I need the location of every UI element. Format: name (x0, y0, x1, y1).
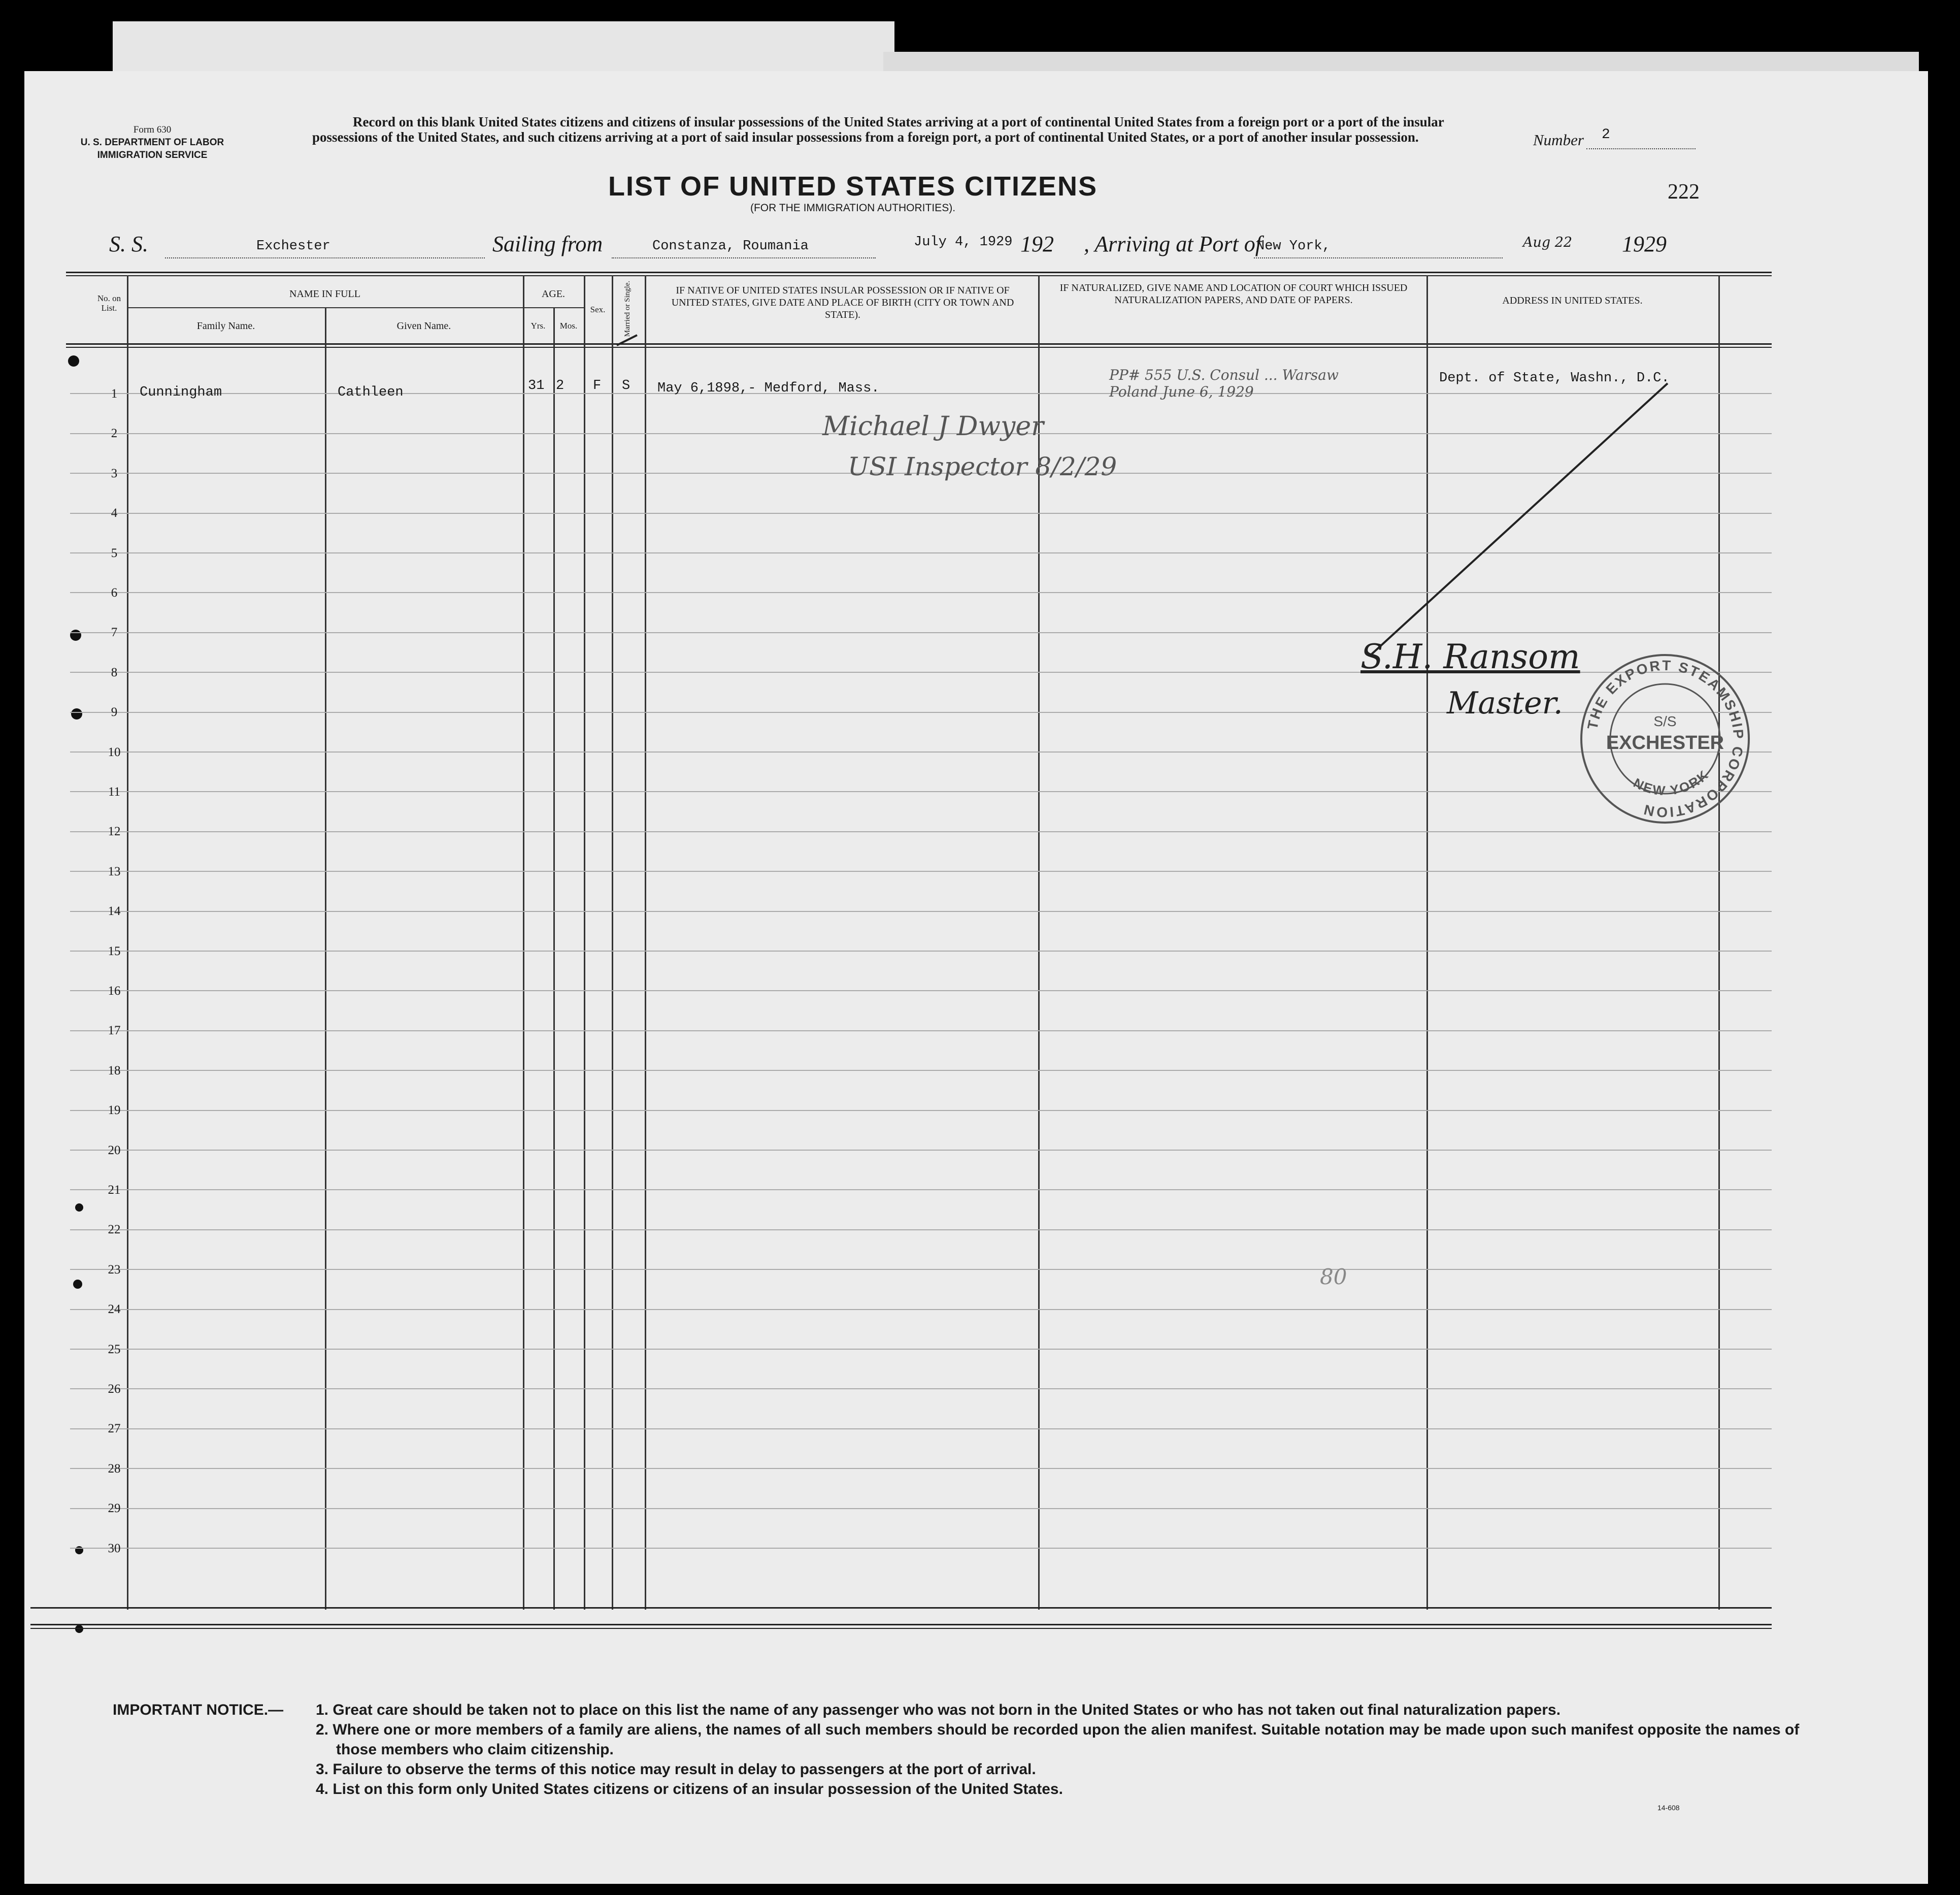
marital-cell: S (622, 378, 630, 394)
row-number: 4 (111, 506, 118, 520)
stamp-ring-text: THE EXPORT STEAMSHIP CORPORATION (1584, 657, 1747, 821)
notice-item: 1. Great care should be taken not to place on this list the name of any passenger who was not born in the United States or who has not taken out final naturalization papers. (316, 1702, 1561, 1718)
row-number: 13 (108, 864, 121, 878)
notice-item: 4. List on this form only United States citizens or citizens of an insular possession of the United States. (316, 1781, 1063, 1798)
row-number: 7 (111, 626, 118, 640)
col-header-age: AGE. (541, 288, 566, 300)
row-number: 28 (108, 1461, 121, 1476)
col-header-mos: Mos. (559, 321, 578, 331)
row-number: 22 (108, 1223, 121, 1237)
row-number: 14 (108, 904, 121, 919)
inspector-signature: Michael J Dwyer (822, 411, 1044, 442)
master-signature: S.H. Ransom (1360, 637, 1580, 676)
arrive-year: 1929 (1622, 232, 1667, 256)
row-number: 18 (108, 1063, 121, 1077)
year-prefix: 192 (1020, 232, 1054, 256)
row-number: 5 (111, 546, 118, 560)
row-number: 8 (111, 665, 118, 679)
col-header-native: IF NATIVE OF UNITED STATES INSULAR POSSESSION OR IF NATIVE OF UNITED STATES, GIVE DATE AND PLACE OF BIRTH (CITY OR TOWN AND STATE). (671, 285, 1014, 320)
row-number: 15 (108, 944, 121, 958)
row-number: 27 (108, 1422, 121, 1436)
page-subtitle: (FOR THE IMMIGRATION AUTHORITIES). (750, 202, 956, 214)
address-cell: Dept. of State, Washn., D.C. (1439, 371, 1670, 386)
print-code: 14-608 (1657, 1804, 1680, 1812)
row-number: 2 (111, 427, 118, 441)
row-number: 10 (108, 745, 121, 759)
table-bottom-rule (30, 1607, 1772, 1609)
col-header-no: No. on List. (97, 293, 121, 313)
sailing-label: Sailing from (492, 232, 603, 256)
stamp-city: NEW YORK (1631, 766, 1712, 799)
age-mos-cell: 2 (556, 378, 564, 394)
page-number: 222 (1668, 180, 1700, 204)
row-number: 9 (111, 705, 118, 720)
notice-item: 3. Failure to observe the terms of this notice may result in delay to passengers at the port of arrival. (316, 1761, 1036, 1778)
row-number: 12 (108, 825, 121, 839)
col-header-given: Given Name. (396, 320, 451, 332)
row-number: 26 (108, 1382, 121, 1396)
inspector-title: USI Inspector 8/2/29 (848, 452, 1117, 481)
notice-items (316, 1700, 1818, 1799)
port-to: New York, (1256, 239, 1331, 254)
row-number: 29 (108, 1501, 121, 1516)
row-number: 20 (108, 1143, 121, 1157)
ditto-diagonal (1371, 383, 1668, 655)
ship-name: Exchester (256, 239, 330, 254)
arrive-date: Aug 22 (1523, 235, 1573, 250)
family-name-cell: Cunningham (140, 385, 222, 400)
row-number: 19 (108, 1103, 121, 1118)
row-number: 30 (108, 1541, 121, 1555)
row-number: 16 (108, 984, 121, 998)
number-value: 2 (1602, 127, 1610, 143)
number-label: Number (1533, 131, 1584, 149)
naturalization-cell: PP# 555 U.S. Consul ... Warsaw Poland June 6, 1929 (1109, 367, 1339, 400)
col-header-yrs: Yrs. (530, 321, 546, 331)
master-title: Master. (1447, 685, 1563, 721)
sail-date: July 4, 1929 (914, 235, 1013, 250)
pen-mark (617, 335, 637, 345)
form-instructions: Record on this blank United States citizens and citizens of insular possessions of the United States arriving at a port of continental United States from a foreign port or a port of the insular possessions of the United States, and such citizens arriving at a port of said insular possessions from a foreign port, a port of continental United States, or a port of another insular possession. (312, 114, 1444, 145)
col-header-family: Family Name. (196, 320, 255, 332)
form-number: Form 630 (133, 124, 172, 135)
page-title: LIST OF UNITED STATES CITIZENS (608, 171, 1098, 202)
row-number: 21 (108, 1183, 121, 1197)
row-number: 25 (108, 1342, 121, 1356)
department-name: U. S. DEPARTMENT OF LABOR (80, 137, 224, 148)
handwritten-mark: 80 (1320, 1264, 1347, 1289)
stamp-ss: S/S (1653, 713, 1677, 729)
birth-cell: May 6,1898,- Medford, Mass. (657, 381, 880, 396)
row-number: 3 (111, 466, 118, 480)
table-bottom-rule (30, 1624, 1772, 1625)
row-number: 23 (108, 1262, 121, 1277)
col-header-naturalized: IF NATURALIZED, GIVE NAME AND LOCATION OF COURT WHICH ISSUED NATURALIZATION PAPERS, AND DATE OF PAPERS. (1059, 282, 1408, 306)
age-yrs-cell: 31 (528, 378, 545, 394)
col-header-sex: Sex. (590, 305, 606, 314)
row-number: 6 (111, 586, 118, 600)
col-header-married: Married or Single. (623, 280, 632, 337)
ss-label: S. S. (109, 232, 148, 256)
given-name-cell: Cathleen (338, 385, 404, 400)
table-bottom-rule (30, 1628, 1772, 1629)
company-stamp (1576, 650, 1754, 828)
service-name: IMMIGRATION SERVICE (97, 150, 208, 160)
notice-item: 2. Where one or more members of a family are aliens, the names of all such members should be recorded upon the alien manifest. Suitable notation may be made upon such manifest opposite the names of those members who claim citizenship. (316, 1721, 1800, 1758)
row-number: 17 (108, 1024, 121, 1038)
row-number: 11 (108, 785, 121, 799)
port-from: Constanza, Roumania (652, 239, 809, 254)
row-number: 1 (111, 387, 118, 401)
svg-text:NEW YORK (1631, 767, 1712, 799)
arriving-label: , Arriving at Port of (1084, 232, 1261, 256)
notice-heading: IMPORTANT NOTICE.— (113, 1702, 284, 1718)
col-header-name: NAME IN FULL (289, 288, 360, 300)
stamp-ship: EXCHESTER (1606, 732, 1724, 754)
sex-cell: F (593, 378, 602, 394)
col-header-address: ADDRESS IN UNITED STATES. (1502, 295, 1643, 306)
row-number: 24 (108, 1302, 121, 1317)
